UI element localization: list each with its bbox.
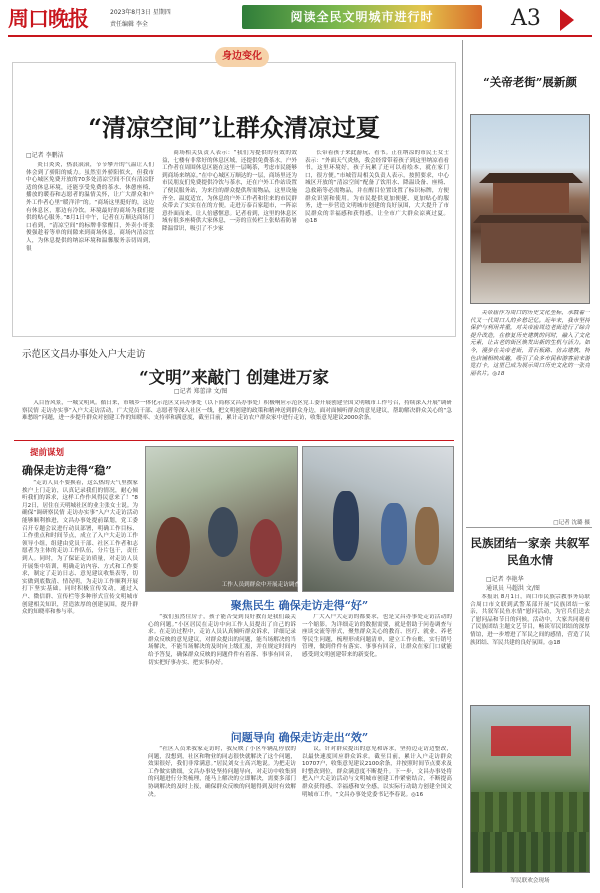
right1-photo-credit: □记者 沈璐 摄 [553, 520, 590, 526]
article2-photo-1 [145, 446, 298, 592]
page-number: A3 [511, 6, 541, 31]
right1-title: “关帝老街”展新颜 [483, 75, 577, 89]
sub3-c2-text: 议，针对群众提出的意见和诉求，坚持边走访边整改，以最快速度回应群众诉求。截至目前，累计入户走访群众10707户，收集意见建议2100余条，并按照时间节点要求及时整改到位，群众满意度不断提升。下一步，文昌办事处将把入户大走访活动与文明城市创建工作紧密结合，不断提高群众获得感、幸福感和安全感，以实际行动助力创建全国文明城市工作。“文昌办事处党委书记李春说。◎16 [302, 746, 452, 798]
article1-byline: □记者 李鹏洁 [26, 152, 64, 159]
sub1-column [22, 480, 138, 884]
article2-divider [14, 440, 454, 441]
article1-col3-text: 长带着孩子来此游玩、看书。正在纳凉的市民王女士表示：“外面天气炎热，我会经常带着孩子到这里纳凉看看书，这里环境好，孩子玩累了还可以看绘本，就在家门口，很方便。”市城管局相关负责人表示，按照要求，中心城区开放的“清凉空间”配备了饮用水、降温设备、座椅、急救箱等必需物品，并在醒目位置设置了标识标牌，方便群众识别和使用。为市民提供更加便捷、更加贴心的服务，进一步营造文明城市创建的良好氛围，大大提升了市民群众的幸福感和获得感，让全市广大群众凉爽过夏。◎18 [305, 150, 449, 225]
photo2-figure [333, 491, 359, 561]
issue-date: 2023年8月3日 星期四 [110, 9, 171, 16]
sub1-heading: 确保走访走得“稳” [22, 464, 112, 477]
right-column-divider [466, 527, 592, 528]
sub3-heading: 问题导向 确保走访走出“效” [230, 731, 369, 744]
article1-column-2 [162, 150, 297, 327]
article2-kicker: 示范区文昌办事处入户大走访 [22, 349, 146, 360]
right1-photo [470, 114, 590, 304]
sub1-text: “走访人员不要换着，这么热的天气里挨家挨户上门走访，认真记录我们的情况，耐心倾听我们的诉求，这样工作作风得民意来了！”8月2日，居住在天明城社区的业主张女士说。为确保“调研察民情 走访办实事”入户大走访活动能够顺利推进，文昌办事处提前谋划，党工委召开专题会议进行动员部署，明确工作目标、工作重点和时间节点，成立了入户大走访工作领导小组，组建由党员干部、社区工作者和志愿者为主体的走访工作队伍，分片包干，责任到人。同时，为了保证走访质量，对走访人员开展集中培训，明确走访内容、方式和工作要求，制定了走访日志、意见建议收集表等，切实做到底数清、情况明，为走访工作顺利开展打下坚实基础。同时积极宣传发动，通过入户、微信群、宣传栏等多种形式宣传文明城市创建相关知识，营造浓厚的创建氛围，提升群众的知晓率和参与率。 [22, 480, 138, 616]
sub2-column-1 [148, 614, 296, 720]
article2-title: “文明”来敲门 创建进万家 [139, 368, 329, 387]
right2-byline-correspondent: 通讯员 马超洪 文/图 [486, 585, 540, 592]
sub1-tag: 提前谋划 [30, 448, 65, 458]
article1-column-3 [305, 150, 449, 327]
right2-title: 民族团结一家亲 共叙军民鱼水情 [470, 536, 590, 567]
article2-lead [22, 400, 452, 434]
photo1-figure [156, 517, 190, 577]
banner-shape [491, 726, 571, 756]
photo1-figure [208, 507, 238, 557]
sub2-heading: 聚焦民生 确保走访走得“好” [230, 599, 369, 612]
photo-caption: 工作人员到群众中开展走访调查 [221, 582, 300, 588]
right-column-rule [462, 40, 463, 888]
article1-col2-text: 商场相关负责人表示：“我们为提供的有效的效益，七楼有非常好的休息区域，还提供免费茶水，户外工作者在周围休息区能在这里一层喝茶，考虑市民能够到商场来纳凉。”在中心城区万顺达的一层，商场里还为市民朋友们免费提供冷饮与茶水，还在户外工作站设置了便民服务站，为来往的群众提供所需物品，这里设施齐全、温度适宜，为休息的户外工作者和往来的市民群众带去了实实在在的方便。走进万泰百家超市，一阵凉意扑面而来，让人倍感惬意。记者看到，这里的休息区域有很多座椅供大家休息，一旁的宣传栏上张贴着防暑降温常识，吸引了不少家 [162, 150, 297, 232]
photo2-figure [381, 503, 407, 565]
sub2-c2-text: 广大入户大走访的都要求，也是文昌办事处走访活动的一个缩影。为详细走访的数据需要，就是借助于问卷调查与座谈交流等形式，聚焦群众关心的教育、医疗、就业、养老等民生问题，梳理形成问题清单，建立工作台账，实行销号管理，做到件件有落实、事事有回音，让群众在家门口就能感受到文明创建带来的新变化。 [302, 614, 452, 658]
photo1-figure [250, 519, 282, 577]
article2-photo-2 [302, 446, 454, 592]
campaign-banner [242, 5, 482, 29]
right2-body: 本报讯 8月1日，周口市民族宗教事务局联合周口市文联到武警某部开展“民族团结一家亲，共叙军民鱼水情”慰问活动，为官兵们送去了慰问品和节日的问候。活动中，大家共同观看了民族团结主题文艺节目，畅谈军民团结的深厚情谊，进一步增进了军民之间的感情，营造了民族团结、军民共建的良好氛围。◎18 [470, 594, 590, 646]
crowd-shape [471, 832, 590, 873]
right2-photo [470, 705, 590, 873]
sub3-c1-text: “社区人员来我家走访时，我反映了小区车辆乱停放的问题，没想到，社区和物业的同志很快就解决了这个问题，效果很好，我们非常满意。”居民刘女士高兴地说。为把走访工作做实做细，文昌办事处坚持问题导向，对走访中收集到的问题进行分类梳理，能马上解决的立即解决，需要多部门协调解决的及时上报，确保群众反映的问题得到及时有效解决。 [148, 746, 296, 798]
sub2-c1-text: “我们虽然住房子，孩子能否受到良好教育是我们最关心的问题。”小区居民在走访中向工作人员提出了自己的诉求。在走访过程中，走访人员认真倾听群众诉求，详细记录群众反映的意见建议，对群众提出的问题，能当场解决的当场解决，不能当场解决的及时向上级汇报，并在规定时间内给予答复，确保群众反映的问题件件有着落、事事有回音，切实把好事办实、把实事办好。 [148, 614, 296, 666]
article1-badge [215, 47, 269, 67]
header-rule [8, 35, 592, 37]
banner-text: 阅读全民文明城市进行时 [290, 10, 434, 24]
right2-byline-reporter: □记者 李艳华 [486, 576, 524, 583]
sub3-column-1 [148, 746, 296, 884]
article2-lead-text: 入目皆风景，一城文明风。循日来，市城乡一体化示范区文昌办事处（以下简称文昌办事处）积极响应示范区党工委开展创建全国文明城市工作号召，持续深入开展“调研察民情 走访办实事”入户大走访活动，广大党员干部、志愿者等深入社区一线，把文明创建的政策和精神送到群众身边，面对面倾听群众的意见建议，帮助解决群众关心的“急难愁盼”问题，进一步提升群众对创建工作的知晓率、支持率和满意度，截至目前，累计走访农户群众家中进行走访，收集意见建议2000余条。 [22, 400, 452, 422]
crowd-shape [471, 792, 590, 832]
right2-photo-caption: 军民联欢会现场 [510, 878, 550, 884]
article2-byline: □记者 郑蕾津 文/图 [174, 388, 228, 395]
article1-title: “清凉空间”让群众清凉过夏 [88, 113, 380, 142]
right1-text [470, 310, 590, 514]
building-shape [481, 223, 581, 263]
sub2-column-2 [302, 614, 452, 720]
photo2-figure [415, 507, 439, 565]
sub3-column-2 [302, 746, 452, 884]
article1-column-1 [26, 162, 154, 327]
roof-shape [473, 215, 589, 223]
article1-badge-text: 身边变化 [222, 51, 262, 62]
masthead-logo: 周口晚报 [8, 6, 88, 31]
article1-col1-text: 炎日炎炎，热浪滚滚，节节攀升的气温让人们体会到了骄阳的威力。虽然室外骄阳似火，但我市中心城区免费开放的70多处清凉空间不仅有清凉舒适的休息环境，还能享受免费的茶水、休憩座椅、播放的暖春和志愿者的温情关怀，让广大群众和户外工作者心里“暖洋洋”的。“商场这里挺好的，这边有休息区，那边有冷饮。环境最好的商场为我们提供的贴心服务。”8月1日中午，记者在万顺达商场门口看到，“清凉空间”的标牌非常醒目，外卖小哥张俊强趁着等单的间隙来到商场休息，商场内清凉宜人，为休息提供的纳凉环境和温馨服务亲切周到，很 [26, 162, 154, 252]
right1-body: 关帝庙作为周口的历史文化坐标，承载着一代又一代周口人的乡愁记忆。近年来，我市坚持保护与利用并重，对关帝庙周边老街进行了综合提升改造，在修复历史建筑的同时，融入了文化元素，让古老的街区焕发出新的生机与活力。如今，漫步在关帝老街，青石板路、仿古建筑、特色店铺相映成趣，吸引了众多市民和游客前来游览打卡，这里已成为展示周口历史文化的一张亮丽名片。◎18 [470, 310, 590, 377]
right2-text [470, 594, 590, 700]
building-shape [493, 183, 569, 213]
roof-shape [479, 173, 583, 183]
editor-line: 责任编辑 李全 [110, 21, 148, 28]
page-arrow-icon [560, 9, 574, 31]
